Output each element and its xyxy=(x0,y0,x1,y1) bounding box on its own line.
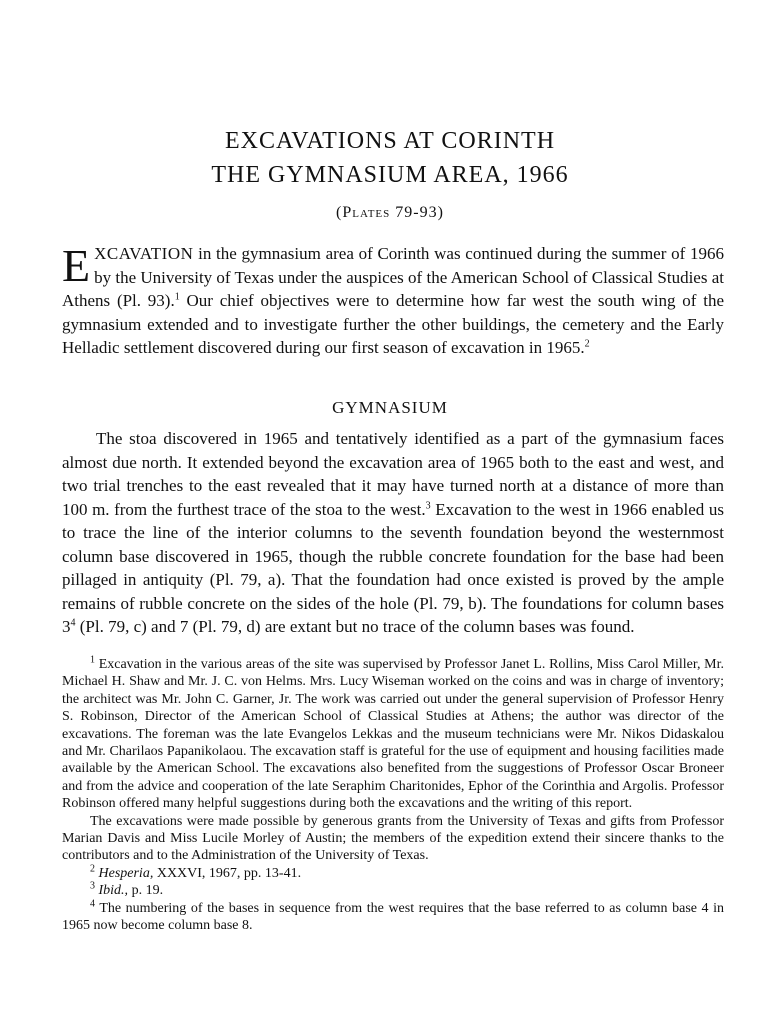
article-title-line-2: THE GYMNASIUM AREA, 1966 xyxy=(211,162,569,188)
footnote-4-mark: 4 xyxy=(90,898,95,910)
footnote-2 xyxy=(62,865,724,882)
footnote-3-text: p. 19. xyxy=(128,883,164,899)
plates-text: (Plates 79-93) xyxy=(336,204,444,221)
gymnasium-text-b: Excavation to the west in 1966 enabled us to trace the line of the interior columns to the seventh foundation beyond the westernmost column base discovered in 1965, though the rubble concrete foundation for the base had been pillaged in antiquity (Pl. 79, a). That the foundation had once existed is proved by the ample remains of rubble concrete on the sides of the hole (Pl. 79, b). The foundations for column bases 3 xyxy=(62,499,724,636)
intro-paragraph xyxy=(62,242,724,360)
footnote-2-journal: Hesperia, xyxy=(95,865,154,881)
gymnasium-text-a: The stoa discovered in 1965 and tentatively identified as a part of the gymnasium faces almost due north. It extended beyond the excavation area of 1965 both to the east and west, and two trial trenches to the east revealed that it may have turned north at a distance of more than 100 m. from the furthest trace of the stoa to the west. xyxy=(62,429,724,519)
intro-text-b: Our chief objectives were to determine how far west the south wing of the gymnasium extended and to investigate further the other buildings, the cemetery and the Early Helladic settlement discovered during our first season of excavation in 1965. xyxy=(62,291,724,357)
footnote-3-mark: 3 xyxy=(90,880,95,892)
gymnasium-text-c: (Pl. 79, c) and 7 (Pl. 79, d) are extant but no trace of the column bases was found. xyxy=(75,617,635,636)
plates-reference xyxy=(0,204,780,222)
footnote-ref-1: 1 xyxy=(174,291,180,303)
footnote-ref-2: 2 xyxy=(584,338,590,350)
footnote-1 xyxy=(62,656,724,813)
footnote-3-ibid: Ibid., xyxy=(95,883,129,899)
drop-cap: E xyxy=(62,240,91,291)
footnote-3 xyxy=(62,882,724,899)
footnote-4 xyxy=(62,900,724,935)
footnotes xyxy=(62,656,724,935)
footnote-2-text: XXXVI, 1967, pp. 13-41. xyxy=(153,865,302,881)
intro-text-a: in the gymnasium area of Corinth was continued during the summer of 1966 by the University of Texas under the auspices of the American School of Classical Studies at Athens (Pl. 93). xyxy=(62,244,724,310)
footnote-1-mark: 1 xyxy=(90,654,95,666)
gymnasium-paragraph xyxy=(62,427,724,639)
section-heading: GYMNASIUM xyxy=(332,398,448,417)
intro-lead-caps: XCAVATION xyxy=(94,244,194,263)
footnote-2-mark: 2 xyxy=(90,863,95,875)
article-title-line-1: EXCAVATIONS AT CORINTH xyxy=(224,128,556,154)
footnote-ref-4: 4 xyxy=(70,617,76,629)
footnote-ref-3: 3 xyxy=(425,499,431,511)
footnote-1-text: Excavation in the various areas of the site was supervised by Professor Janet L. Rollins, Miss Carol Miller, Mr. Michael H. Shaw and Mr. J. C. von Helms. Mrs. Lucy Wiseman worked on the coins and was in charge of inventory; the architect was Mr. John C. Garner, Jr. The work was carried out under the general supervision of Professor Henry S. Robinson, Director of the American School of Classical Studies at Athens; the author was director of the excavations. The foreman was the late Evangelos Lekkas and the museum technicians were Mr. Nikos Didaskalou and Mr. Charilaos Papanikolaou. The excavation staff is grateful for the use of equipment and housing facilities made available by the American School. The excavations also benefited from the suggestions of Professor Oscar Broneer and from the advice and cooperation of the late Seraphim Charitonides, Ephor of the Corinthia and Argolis. Professor Robinson offered many helpful suggestions during both the excavations and the writing of this report. xyxy=(62,657,724,812)
footnote-1-continued: The excavations were made possible by generous grants from the University of Texas and gifts from Professor Marian Davis and Miss Lucile Morley of Austin; the members of the expedition extend their sincere thanks to the contributors and to the Administration of the University of Texas. xyxy=(62,813,724,864)
footnote-4-text: The numbering of the bases in sequence from the west requires that the base referred to as column base 4 in 1965 now become column base 8. xyxy=(62,900,724,934)
